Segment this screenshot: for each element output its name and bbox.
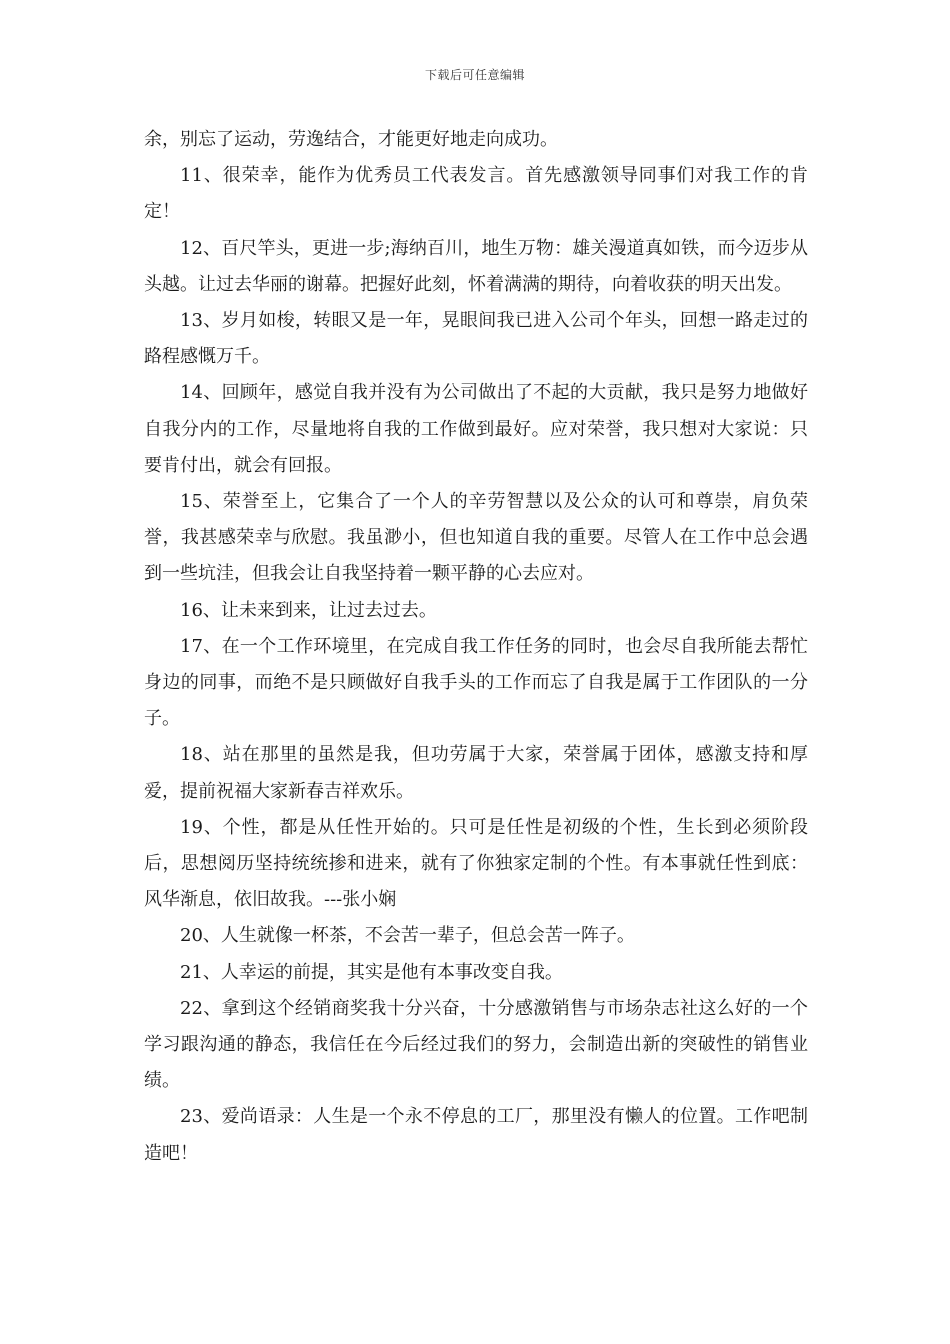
paragraph: 18、站在那里的虽然是我，但功劳属于大家，荣誉属于团体，感激支持和厚爱，提前祝福大家新春吉祥欢乐。 [144, 744, 808, 802]
paragraph: 余，别忘了运动，劳逸结合，才能更好地走向成功。 [144, 129, 558, 150]
paragraph: 21、人幸运的前提，其实是他有本事改变自我。 [180, 961, 563, 983]
document-body [144, 122, 808, 1172]
paragraph: 13、岁月如梭，转眼又是一年，晃眼间我已进入公司个年头，回想一路走过的路程感慨万千。 [144, 310, 808, 368]
page-header: 下载后可任意编辑 [424, 68, 525, 82]
paragraph: 14、回顾年，感觉自我并没有为公司做出了不起的大贡献，我只是努力地做好自我分内的工作，尽量地将自我的工作做到最好。应对荣誉，我只想对大家说：只要肯付出，就会有回报。 [144, 382, 808, 476]
paragraph: 22、拿到这个经销商奖我十分兴奋，十分感激销售与市场杂志社这么好的一个学习跟沟通的静态，我信任在今后经过我们的努力，会制造出新的突破性的销售业绩。 [144, 997, 808, 1092]
paragraph: 17、在一个工作环境里，在完成自我工作任务的同时，也会尽自我所能去帮忙身边的同事，而绝不是只顾做好自我手头的工作而忘了自我是属于工作团队的一分子。 [144, 635, 808, 730]
paragraph: 16、让未来到来，让过去过去。 [180, 599, 437, 621]
paragraph: 20、人生就像一杯茶，不会苦一辈子，但总会苦一阵子。 [180, 925, 635, 947]
paragraph: 11、很荣幸，能作为优秀员工代表发言。首先感激领导同事们对我工作的肯定！ [144, 165, 808, 223]
paragraph: 15、荣誉至上，它集合了一个人的辛劳智慧以及公众的认可和尊崇，肩负荣誉，我甚感荣幸与欣慰。我虽渺小，但也知道自我的重要。尽管人在工作中总会遇到一些坑洼，但我会让自我坚持着一颗平静的心去应对。 [144, 491, 808, 585]
paragraph: 12、百尺竿头，更进一步;海纳百川，地生万物：雄关漫道真如铁，而今迈步从头越。让过去华丽的谢幕。把握好此刻，怀着满满的期待，向着收获的明天出发。 [144, 237, 808, 295]
paragraph: 19、个性，都是从任性开始的。只可是任性是初级的个性，生长到必须阶段后，思想阅历坚持统统掺和进来，就有了你独家定制的个性。有本事就任性到底：风华渐息，依旧故我。---张小娴 [144, 816, 808, 911]
paragraph: 23、爱尚语录：人生是一个永不停息的工厂，那里没有懒人的位置。工作吧制造吧！ [144, 1106, 808, 1164]
